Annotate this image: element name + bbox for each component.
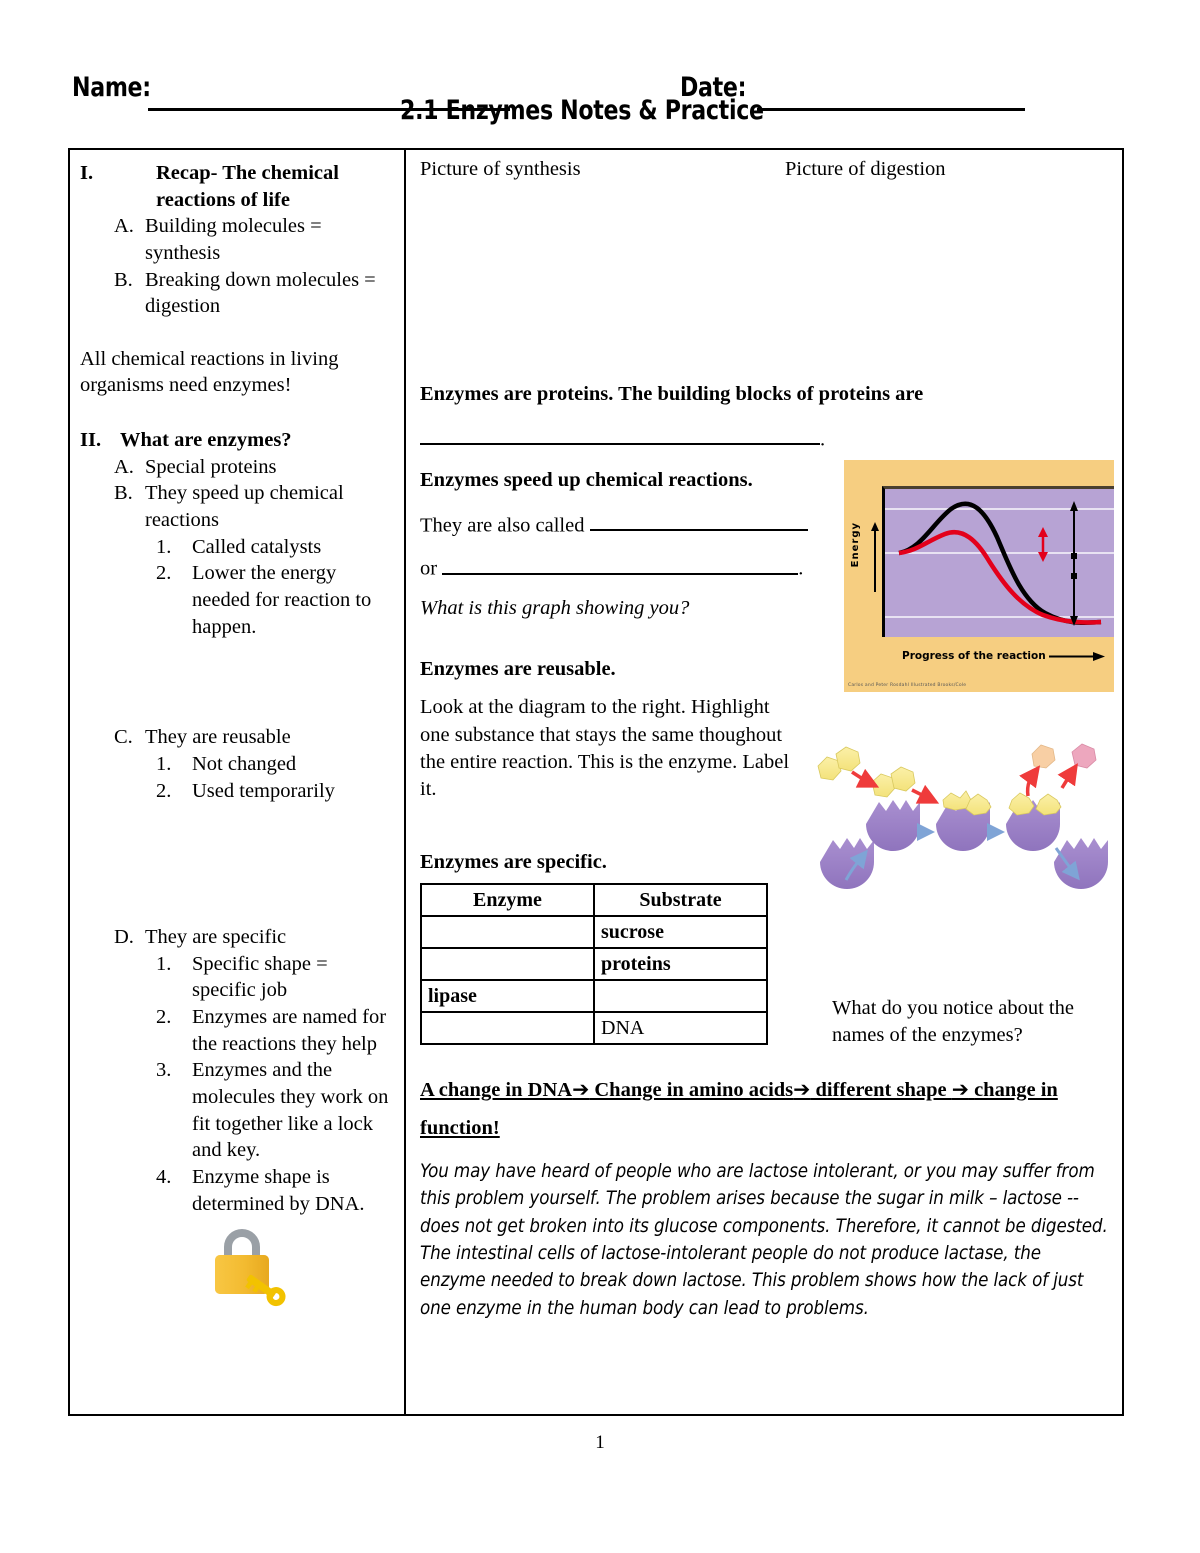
or-period: . [798, 557, 804, 580]
table-row [421, 980, 767, 1012]
proteins-answer-blank-row [420, 424, 1108, 451]
product-release-arrow [1062, 766, 1076, 788]
cell-enzyme-blank[interactable] [421, 1012, 594, 1044]
spacer [80, 888, 394, 924]
chain-part-1: A change in DNA [420, 1079, 573, 1102]
also-called-blank[interactable] [590, 510, 808, 531]
item-2b1-marker: 1. [156, 535, 172, 558]
enzyme-substrate-cycle-diagram [800, 720, 1120, 910]
dna-change-chain [420, 1071, 1108, 1148]
enzyme-shape [820, 838, 874, 889]
chain-part-4: change in function! [420, 1079, 1058, 1140]
activation-energy-marker [1038, 527, 1048, 562]
item-2c2-text: Used temporarily [192, 779, 335, 802]
outline-item-2b1 [156, 534, 394, 561]
item-2b2-marker: 2. [156, 562, 172, 585]
table-row [421, 948, 767, 980]
item-2a-text: Special proteins [145, 455, 277, 478]
outline-item-2a [114, 454, 394, 481]
activation-energy-figure [844, 460, 1114, 692]
arrow-icon: ➔ [951, 1077, 969, 1102]
header-substrate: Substrate [594, 884, 767, 916]
date-label: Date: [680, 72, 747, 103]
picture-prompts-row [420, 158, 1108, 181]
outline-item-2d [114, 924, 394, 951]
item-2c-text: They are reusable [145, 726, 291, 749]
substrate-molecule [872, 767, 915, 797]
reaction-progress-axis-label [902, 650, 1105, 662]
reusable-heading: Enzymes are reusable. [420, 657, 616, 680]
picture-of-digestion-label: Picture of digestion [785, 158, 946, 180]
item-2d2-marker: 2. [156, 1006, 172, 1029]
item-1a-marker: A. [114, 215, 134, 238]
item-2c-marker: C. [114, 726, 133, 749]
cell-enzyme-blank[interactable] [421, 948, 594, 980]
outline-item-1a [114, 213, 394, 266]
item-2c2-marker: 2. [156, 779, 172, 802]
item-2d-marker: D. [114, 926, 134, 949]
item-2d2-text: Enzymes are named for the reactions they help [192, 1006, 387, 1055]
item-2c1-marker: 1. [156, 752, 172, 775]
progress-arrow-icon [1049, 652, 1105, 661]
table-header-row [421, 884, 767, 916]
cell-substrate-blank[interactable] [594, 980, 767, 1012]
table-row [421, 1012, 767, 1044]
statement-all-reactions: All chemical reactions in living organisms need enzymes! [80, 347, 339, 397]
section-2-marker: II. [80, 429, 102, 452]
item-2b1-text: Called catalysts [192, 535, 322, 558]
arrow-icon: ➔ [793, 1077, 811, 1102]
cell-substrate-proteins: proteins [594, 948, 767, 980]
energy-axis-arrow-icon [870, 522, 880, 592]
outline-item-1b [114, 267, 394, 320]
item-2d4-text: Enzyme shape is determined by DNA. [192, 1165, 365, 1215]
date-blank-line [757, 108, 1025, 111]
outline-list [80, 160, 394, 1217]
outline-item-2d4 [156, 1164, 394, 1217]
cell-substrate-sucrose: sucrose [594, 916, 767, 948]
worksheet-column [406, 150, 1122, 1414]
proteins-blank-period: . [820, 428, 826, 451]
substrate-binding-arrow [912, 790, 936, 802]
cell-enzyme-blank[interactable] [421, 916, 594, 948]
product-release-arrow [1028, 768, 1038, 796]
cell-enzyme-lipase: lipase [421, 980, 594, 1012]
product-molecule [1032, 745, 1055, 768]
outline-item-2c2 [156, 778, 394, 805]
arrow-icon: ➔ [572, 1077, 590, 1102]
item-2d3-marker: 3. [156, 1059, 172, 1082]
page-title: 2.1 Enzymes Notes & Practice [400, 95, 764, 126]
outline-item-2d2 [156, 1004, 394, 1057]
substrate-binding-arrow [852, 772, 876, 786]
lock-and-key-icon [198, 1221, 308, 1317]
item-2b-text: They speed up chemical reactions [145, 482, 344, 532]
also-called-label: They are also called [420, 514, 585, 537]
spacer [80, 399, 394, 425]
header-enzyme: Enzyme [421, 884, 594, 916]
outline-column [70, 150, 406, 1414]
item-1a-text: Building molecules = synthesis [145, 215, 322, 264]
page-number: 1 [595, 1432, 605, 1453]
graph-question: What is this graph showing you? [420, 596, 690, 619]
section-2-title: What are enzymes? [120, 429, 292, 452]
speed-up-heading: Enzymes speed up chemical reactions. [420, 469, 753, 492]
chain-part-2: Change in amino acids [589, 1079, 794, 1102]
energy-curves [885, 489, 1114, 637]
outline-item-2d1 [156, 951, 394, 1004]
specific-heading: Enzymes are specific. [420, 850, 607, 873]
item-2d1-marker: 1. [156, 952, 172, 975]
enzyme-shape [866, 800, 920, 851]
energy-axis-label: Energy [850, 522, 861, 568]
enzyme-substrate-complex [936, 791, 991, 851]
item-2a-marker: A. [114, 455, 134, 478]
lock-and-key-illustration [198, 1221, 308, 1317]
figure-credit: Carlos and Peter Rosdahl Illustrated Brooks/Cole [848, 683, 967, 688]
item-1b-text: Breaking down molecules = digestion [145, 268, 376, 318]
enzyme-substrate-table [420, 883, 768, 1045]
name-label: Name: [72, 72, 151, 103]
item-2b2-text: Lower the energy needed for reaction to happen. [192, 562, 372, 638]
proteins-heading: Enzymes are proteins. The building blocks of proteins are [420, 383, 924, 405]
item-2d3-text: Enzymes and the molecules they work on fit together like a lock and key. [192, 1059, 389, 1162]
item-2d1-text: Specific shape = specific job [192, 952, 328, 1002]
item-2b-marker: B. [114, 482, 133, 505]
enzyme-cycle-illustration [800, 720, 1120, 910]
cell-substrate-dna: DNA [594, 1012, 767, 1044]
item-2c1-text: Not changed [192, 752, 297, 775]
reaction-progress-text: Progress of the reaction [902, 650, 1046, 662]
item-1b-marker: B. [114, 268, 133, 291]
product-molecule [1072, 744, 1096, 768]
outline-item-2b2 [156, 560, 394, 640]
energy-plot-area [882, 486, 1114, 637]
table-row [421, 916, 767, 948]
outline-item-2b [114, 480, 394, 533]
enzyme-product-complex [1006, 793, 1061, 851]
proteins-answer-blank[interactable] [420, 424, 820, 445]
outline-section-1 [80, 160, 394, 213]
outline-section-2 [80, 427, 394, 454]
outline-item-2d3 [156, 1057, 394, 1164]
drawing-space-synthesis-digestion[interactable] [420, 181, 1108, 381]
outline-item-2c1 [156, 751, 394, 778]
spacer [80, 804, 394, 888]
or-blank[interactable] [442, 553, 798, 574]
chain-part-3: different shape [810, 1079, 952, 1102]
notice-names-question: What do you notice about the names of the enzymes? [832, 997, 1074, 1047]
or-label: or [420, 557, 438, 580]
picture-of-synthesis-label: Picture of synthesis [420, 158, 581, 180]
item-2d-text: They are specific [145, 926, 287, 949]
outline-item-2c [114, 724, 394, 751]
section-1-title: Recap- The chemical reactions of life [156, 162, 339, 211]
overall-energy-marker [1070, 501, 1078, 626]
reusable-instructions: Look at the diagram to the right. Highlight one substance that stays the same thoughout the entire reaction. This is the enzyme. Label it. [420, 696, 790, 800]
notes-sheet [68, 148, 1124, 1416]
section-1-marker: I. [80, 162, 94, 184]
enzyme-shape [1054, 838, 1108, 889]
item-2d4-marker: 4. [156, 1165, 172, 1188]
page-header [0, 0, 1200, 140]
lactose-intolerance-paragraph: You may have heard of people who are lactose intolerant, or you may suffer from this problem yourself. The problem arises because the sugar in milk – lactose -- does not get broken into its glucose components. Therefore, it cannot be digested. The intestinal cells of lactose-intolerant people do not produce lactase, the enzyme needed to break down lactose. This problem shows how the lack of just one enzyme in the human body can lead to problems. [420, 1161, 1108, 1319]
spacer [80, 640, 394, 724]
